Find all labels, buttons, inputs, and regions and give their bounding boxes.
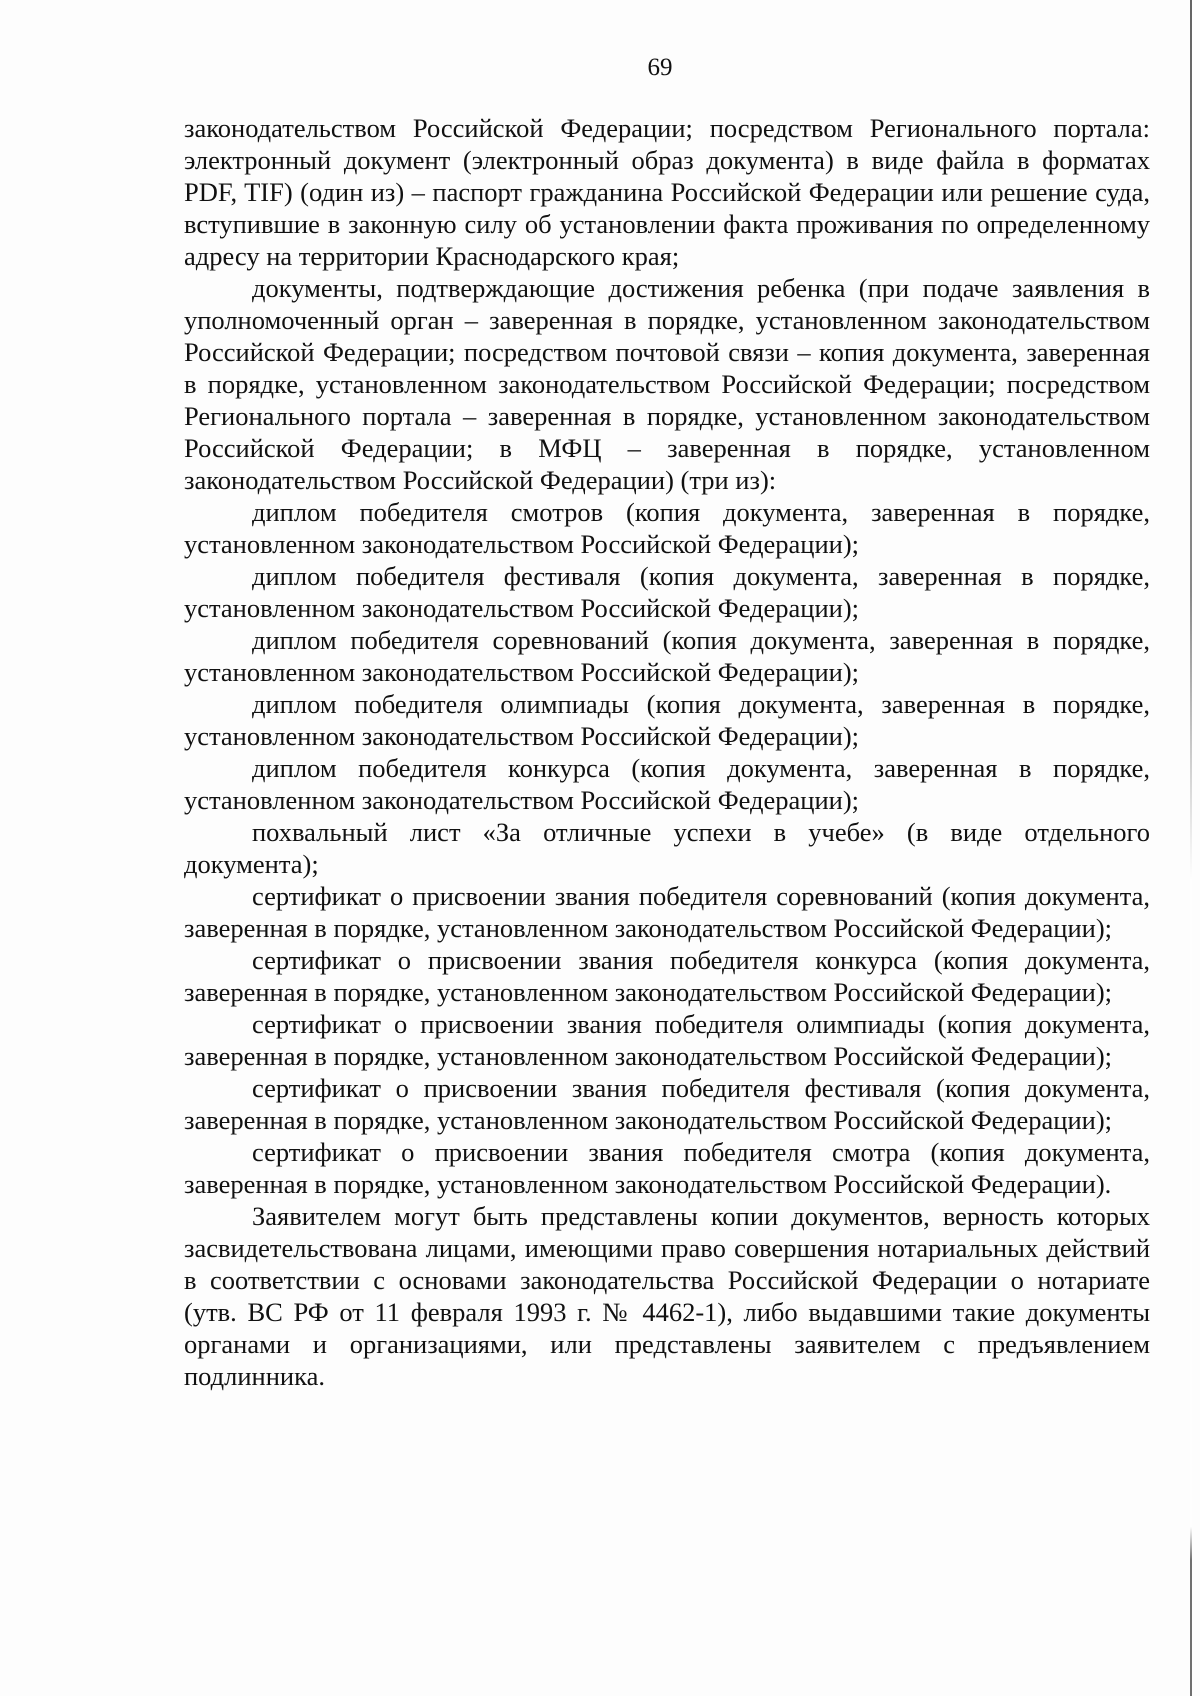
list-item-certificate-festival: сертификат о присвоении звания победителя фестиваля (копия документа, заверенная в порядке, установленном законодательством Российской Федерации);	[184, 1073, 1150, 1135]
list-item-diploma-festival: диплом победителя фестиваля (копия документа, заверенная в порядке, установленном законодательством Российской Федерации);	[184, 561, 1150, 623]
document-body	[184, 112, 1150, 1392]
list-item-certificate-review: сертификат о присвоении звания победителя смотра (копия документа, заверенная в порядке, установленном законодательством Российской Федерации).	[184, 1137, 1150, 1199]
scan-edge-shadow	[1190, 0, 1192, 1696]
paragraph-achievement-documents: документы, подтверждающие достижения ребенка (при подаче заявления в уполномоченный орган – заверенная в порядке, установленном законодательством Российской Федерации; посредством почтовой связи – копия документа, заверенная в порядке, установленном законодательством Российской Федерации; посредством Регионального портала – заверенная в порядке, установленном законодательством Российской Федерации; в МФЦ – заверенная в порядке, установленном законодательством Российской Федерации) (три из):	[184, 273, 1150, 495]
list-item-certificate-contest: сертификат о присвоении звания победителя конкурса (копия документа, заверенная в порядке, установленном законодательством Российской Федерации);	[184, 945, 1150, 1007]
list-item-diploma-competitions: диплом победителя соревнований (копия документа, заверенная в порядке, установленном законодательством Российской Федерации);	[184, 625, 1150, 687]
paragraph-continued: законодательством Российской Федерации; посредством Регионального портала: электронный документ (электронный образ документа) в виде файла в форматах PDF, TIF) (один из) – паспорт гражданина Российской Федерации или решение суда, вступившие в законную силу об установлении факта проживания по определенному адресу на территории Краснодарского края;	[184, 113, 1150, 271]
list-item-diploma-contest: диплом победителя конкурса (копия документа, заверенная в порядке, установленном законодательством Российской Федерации);	[184, 753, 1150, 815]
paragraph-notarized-copies: Заявителем могут быть представлены копии документов, верность которых засвидетельствована лицами, имеющими право совершения нотариальных действий в соответствии с основами законодательства Российской Федерации о нотариате (утв. ВС РФ от 11 февраля 1993 г. № 4462-1), либо выдавшими такие документы органами и организациями, или представлены заявителем с предъявлением подлинника.	[184, 1201, 1150, 1391]
list-item-diploma-olympiad: диплом победителя олимпиады (копия документа, заверенная в порядке, установленном законодательством Российской Федерации);	[184, 689, 1150, 751]
list-item-certificate-competitions: сертификат о присвоении звания победителя соревнований (копия документа, заверенная в порядке, установленном законодательством Российской Федерации);	[184, 881, 1150, 943]
list-item-certificate-of-merit: похвальный лист «За отличные успехи в учебе» (в виде отдельного документа);	[184, 817, 1150, 879]
page-number: 69	[647, 54, 673, 81]
list-item-diploma-reviews: диплом победителя смотров (копия документа, заверенная в порядке, установленном законодательством Российской Федерации);	[184, 497, 1150, 559]
list-item-certificate-olympiad: сертификат о присвоении звания победителя олимпиады (копия документа, заверенная в порядке, установленном законодательством Российской Федерации);	[184, 1009, 1150, 1071]
